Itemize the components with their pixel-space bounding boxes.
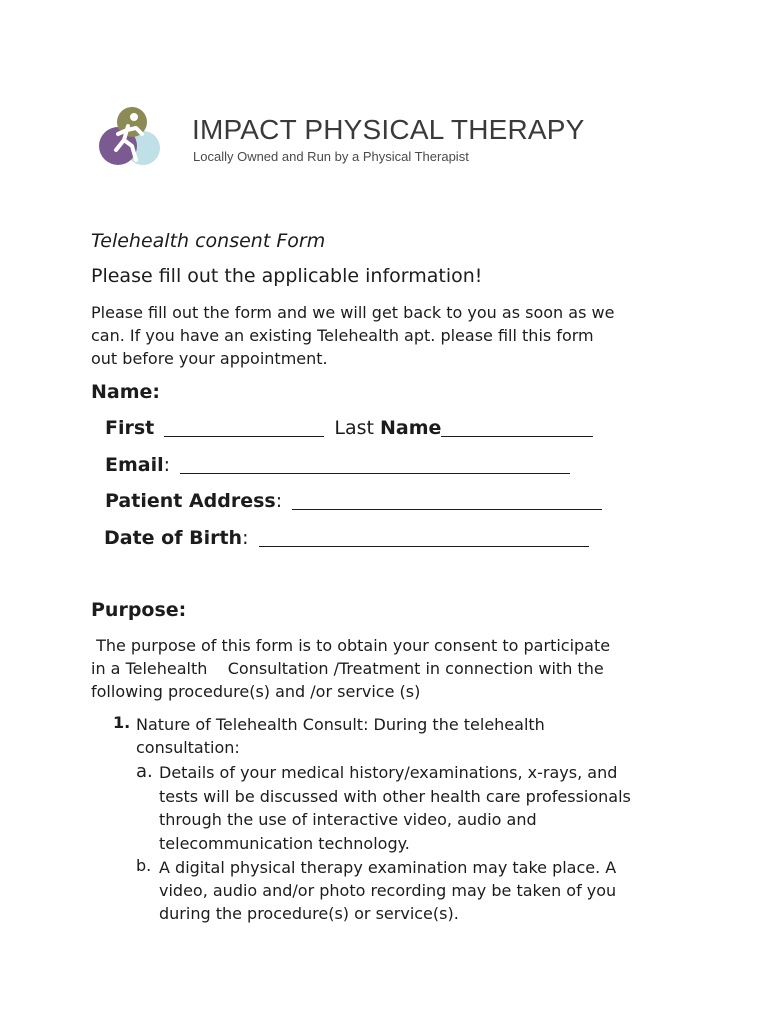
sublist-line: during the procedure(s) or service(s). bbox=[159, 904, 459, 923]
address-field[interactable] bbox=[292, 491, 602, 510]
purpose-heading: Purpose: bbox=[91, 599, 187, 621]
name-field-row bbox=[105, 417, 593, 439]
intro-line: out before your appointment. bbox=[91, 349, 328, 368]
first-name-label: First bbox=[105, 417, 155, 439]
address-label: Patient Address bbox=[105, 490, 276, 512]
sublist-marker: a. bbox=[136, 761, 153, 782]
form-title: Telehealth consent Form bbox=[91, 230, 326, 252]
last-name-field[interactable] bbox=[441, 418, 593, 437]
sublist-marker: b. bbox=[136, 856, 152, 875]
brand-tagline: Locally Owned and Run by a Physical Therapist bbox=[193, 149, 469, 164]
purpose-line: The purpose of this form is to obtain your consent to participate bbox=[91, 636, 611, 655]
brand-name: IMPACT PHYSICAL THERAPY bbox=[192, 114, 585, 145]
address-field-row bbox=[105, 490, 602, 512]
sublist-line: A digital physical therapy examination may take place. A bbox=[159, 858, 617, 877]
first-name-field[interactable] bbox=[164, 418, 324, 437]
intro-line: can. If you have an existing Telehealth apt. please fill this form bbox=[91, 326, 594, 345]
sublist-line: telecommunication technology. bbox=[159, 834, 410, 853]
purpose-line: following procedure(s) and /or service (s) bbox=[91, 682, 421, 701]
name-heading: Name: bbox=[91, 381, 161, 403]
dob-field[interactable] bbox=[259, 528, 589, 547]
form-subtitle: Please fill out the applicable information! bbox=[91, 265, 483, 287]
sublist-line: video, audio and/or photo recording may be taken of you bbox=[159, 881, 617, 900]
sublist-line: tests will be discussed with other health care professionals bbox=[159, 787, 631, 806]
dob-label: Date of Birth bbox=[104, 527, 243, 549]
last-prefix: Last bbox=[334, 417, 374, 439]
dob-field-row bbox=[104, 527, 589, 549]
intro-line: Please fill out the form and we will get back to you as soon as we bbox=[91, 303, 615, 322]
purpose-line: in a Telehealth Consultation /Treatment in connection with the bbox=[91, 659, 604, 678]
list-marker: 1. bbox=[113, 713, 131, 732]
runner-figure-circles-logo bbox=[98, 106, 162, 170]
email-label: Email bbox=[105, 454, 164, 476]
dob-separator: : bbox=[242, 527, 249, 549]
email-separator: : bbox=[163, 454, 171, 476]
email-field[interactable] bbox=[180, 455, 570, 474]
list-item-line: Nature of Telehealth Consult: During the telehealth bbox=[136, 715, 545, 734]
sublist-line: Details of your medical history/examinations, x-rays, and bbox=[159, 763, 618, 782]
last-name-label: Name bbox=[379, 417, 442, 439]
address-separator: : bbox=[275, 490, 283, 512]
email-field-row bbox=[105, 454, 570, 476]
list-item-line: consultation: bbox=[136, 738, 240, 757]
sublist-line: through the use of interactive video, audio and bbox=[159, 810, 537, 829]
